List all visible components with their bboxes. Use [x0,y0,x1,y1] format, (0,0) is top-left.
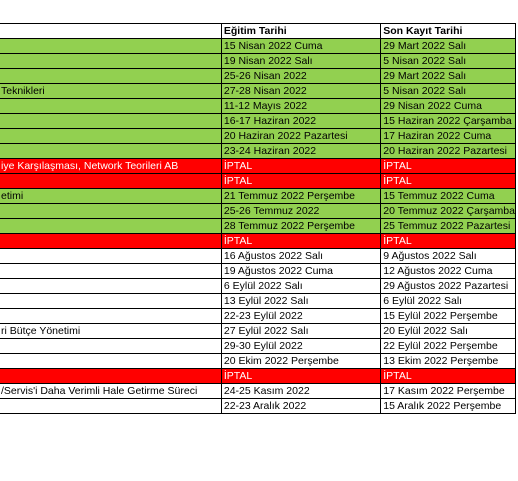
training-date-cell: 20 Haziran 2022 Pazartesi [221,129,380,144]
table-row [0,264,516,279]
training-date-cell: 27-28 Nisan 2022 [221,84,380,99]
header-course [0,24,221,39]
course-cell [0,39,221,54]
registration-date-cell: 29 Mart 2022 Salı [381,69,516,84]
table-row [0,309,516,324]
registration-date-cell: 20 Temmuz 2022 Çarşamba [381,204,516,219]
course-cell [0,249,221,264]
registration-date-cell: 5 Nisan 2022 Salı [381,84,516,99]
table-row [0,249,516,264]
registration-date-cell: İPTAL [381,174,516,189]
registration-date-cell: 17 Haziran 2022 Cuma [381,129,516,144]
table-row [0,279,516,294]
table-row [0,129,516,144]
course-cell [0,279,221,294]
table-row [0,174,516,189]
registration-date-cell: İPTAL [381,369,516,384]
training-date-cell: 29-30 Eylül 2022 [221,339,380,354]
training-date-cell: 6 Eylül 2022 Salı [221,279,380,294]
table-row [0,384,516,399]
course-cell [0,309,221,324]
course-cell [0,369,221,384]
registration-date-cell: 15 Aralık 2022 Perşembe [381,399,516,414]
training-date-cell: 16 Ağustos 2022 Salı [221,249,380,264]
table-row [0,144,516,159]
table-row [0,399,516,414]
table-row [0,294,516,309]
course-cell: /Servis'i Daha Verimli Hale Getirme Süreci [0,384,221,399]
training-date-cell: İPTAL [221,369,380,384]
training-date-cell: 25-26 Temmuz 2022 [221,204,380,219]
training-date-cell: 27 Eylül 2022 Salı [221,324,380,339]
course-cell: iye Karşılaşması, Network Teorileri AB [0,159,221,174]
training-date-cell: 19 Nisan 2022 Salı [221,54,380,69]
training-date-cell: 22-23 Eylül 2022 [221,309,380,324]
header-training-date: Eğitim Tarihi [221,24,380,39]
registration-date-cell: 15 Temmuz 2022 Cuma [381,189,516,204]
table-row [0,159,516,174]
registration-date-cell: 6 Eylül 2022 Salı [381,294,516,309]
training-date-cell: 11-12 Mayıs 2022 [221,99,380,114]
course-cell [0,264,221,279]
course-cell [0,294,221,309]
training-date-cell: İPTAL [221,174,380,189]
table-row [0,189,516,204]
course-cell [0,354,221,369]
course-cell [0,399,221,414]
training-date-cell: 23-24 Haziran 2022 [221,144,380,159]
course-cell [0,174,221,189]
training-date-cell: İPTAL [221,234,380,249]
header-row [0,24,516,39]
training-date-cell: 19 Ağustos 2022 Cuma [221,264,380,279]
training-date-cell: 25-26 Nisan 2022 [221,69,380,84]
course-cell [0,204,221,219]
course-cell [0,234,221,249]
course-cell: ri Bütçe Yönetimi [0,324,221,339]
registration-date-cell: İPTAL [381,159,516,174]
registration-date-cell: 9 Ağustos 2022 Salı [381,249,516,264]
training-date-cell: 13 Eylül 2022 Salı [221,294,380,309]
course-cell [0,129,221,144]
training-date-cell: 20 Ekim 2022 Perşembe [221,354,380,369]
course-cell [0,54,221,69]
course-cell [0,69,221,84]
training-date-cell: 28 Temmuz 2022 Perşembe [221,219,380,234]
registration-date-cell: 17 Kasım 2022 Perşembe [381,384,516,399]
registration-date-cell: 29 Nisan 2022 Cuma [381,99,516,114]
registration-date-cell: İPTAL [381,234,516,249]
course-cell [0,219,221,234]
registration-date-cell: 15 Haziran 2022 Çarşamba [381,114,516,129]
registration-date-cell: 5 Nisan 2022 Salı [381,54,516,69]
table-row [0,69,516,84]
training-date-cell: 21 Temmuz 2022 Perşembe [221,189,380,204]
course-cell [0,99,221,114]
training-date-cell: İPTAL [221,159,380,174]
training-date-cell: 15 Nisan 2022 Cuma [221,39,380,54]
registration-date-cell: 20 Eylül 2022 Salı [381,324,516,339]
table-row [0,219,516,234]
table-row [0,204,516,219]
registration-date-cell: 29 Ağustos 2022 Pazartesi [381,279,516,294]
course-cell: Teknikleri [0,84,221,99]
table-row [0,99,516,114]
training-date-cell: 16-17 Haziran 2022 [221,114,380,129]
table-row [0,114,516,129]
table-row [0,54,516,69]
course-cell [0,114,221,129]
header-last-registration: Son Kayıt Tarihi [381,24,516,39]
table-row [0,39,516,54]
course-cell: etimi [0,189,221,204]
registration-date-cell: 13 Ekim 2022 Perşembe [381,354,516,369]
training-schedule-table [0,23,516,414]
registration-date-cell: 12 Ağustos 2022 Cuma [381,264,516,279]
course-cell [0,339,221,354]
training-date-cell: 24-25 Kasım 2022 [221,384,380,399]
registration-date-cell: 20 Haziran 2022 Pazartesi [381,144,516,159]
table-row [0,369,516,384]
table-row [0,324,516,339]
registration-date-cell: 15 Eylül 2022 Perşembe [381,309,516,324]
course-cell [0,144,221,159]
table-row [0,234,516,249]
registration-date-cell: 22 Eylül 2022 Perşembe [381,339,516,354]
table-row [0,84,516,99]
table-row [0,354,516,369]
registration-date-cell: 25 Temmuz 2022 Pazartesi [381,219,516,234]
registration-date-cell: 29 Mart 2022 Salı [381,39,516,54]
table-body [0,39,516,414]
training-date-cell: 22-23 Aralık 2022 [221,399,380,414]
table-row [0,339,516,354]
